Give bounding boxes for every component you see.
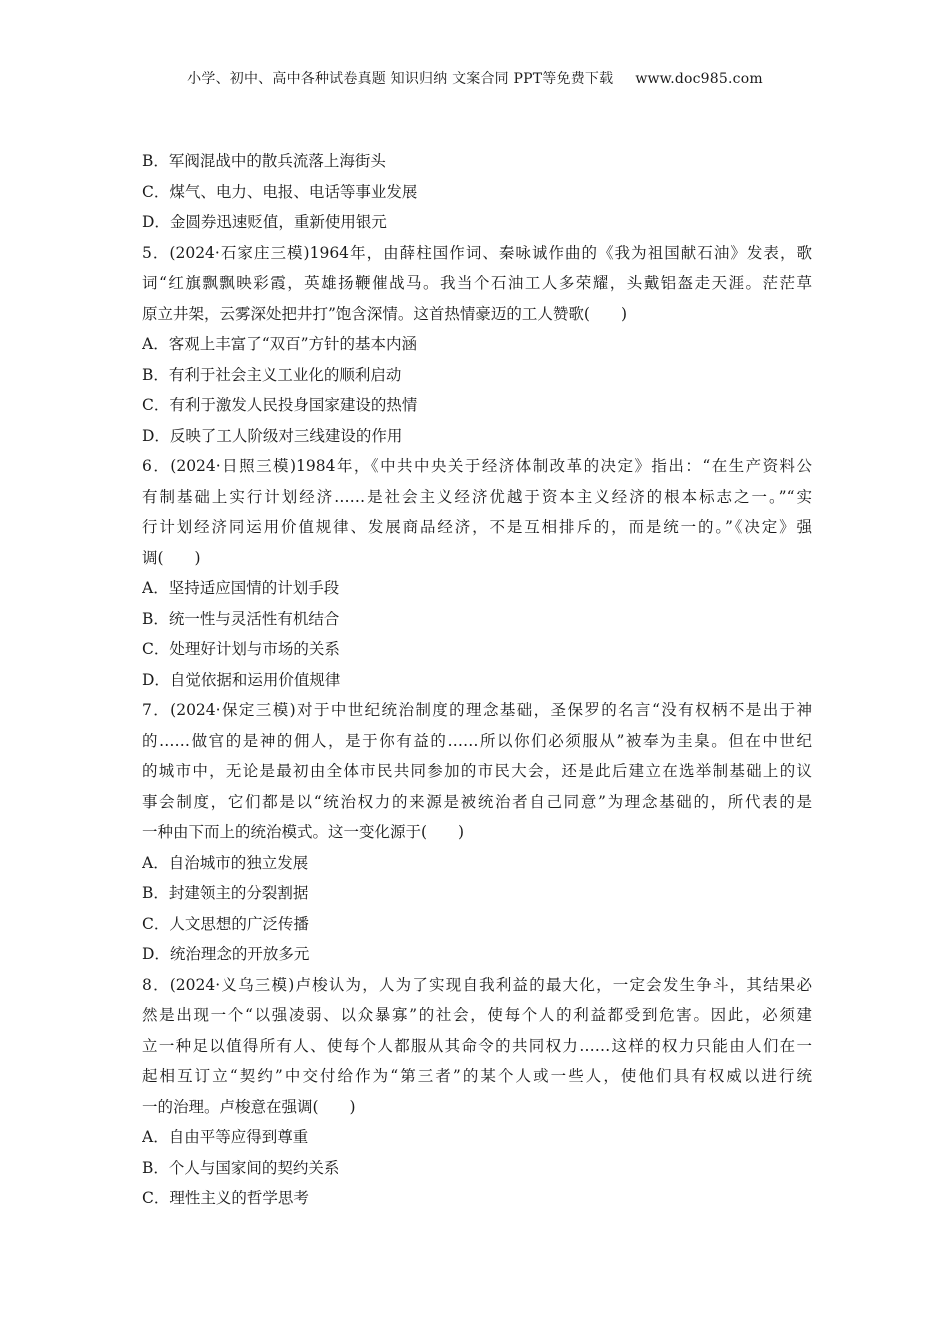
- answer-option: D．金圆券迅速贬值，重新使用银元: [142, 213, 387, 231]
- question-line: 然是出现一个“以强凌弱、以众暴寡”的社会，使每个人的利益都受到危害。因此，必须建: [142, 1006, 812, 1024]
- question-line: 一种由下而上的统治模式。这一变化源于( ): [142, 823, 465, 841]
- question-stem: [142, 695, 812, 848]
- header-text: 小学、初中、高中各种试卷真题 知识归纳 文案合同 PPT等免费下载: [187, 71, 614, 87]
- question-line: 8．(2024·义乌三模)卢梭认为，人为了实现自我利益的最大化，一定会发生争斗，其结果必: [142, 975, 812, 994]
- question-line: 起相互订立“契约”中交付给作为“第三者”的某个人或一些人，使他们具有权威以进行统: [142, 1067, 812, 1085]
- answer-option: B．封建领主的分裂割据: [142, 884, 309, 902]
- answer-option: B．个人与国家间的契约关系: [142, 1158, 340, 1177]
- answer-option: B．统一性与灵活性有机结合: [142, 609, 340, 628]
- answer-option: A．自治城市的独立发展: [142, 853, 309, 872]
- question-line: 行计划经济同运用价值规律、发展商品经济，不是互相排斥的，而是统一的。”《决定》强: [142, 518, 812, 536]
- answer-option: A．客观上丰富了“双百”方针的基本内涵: [142, 335, 418, 353]
- question-stem: [142, 238, 812, 330]
- answer-option: D．统治理念的开放多元: [142, 945, 310, 963]
- question-line: 5．(2024·石家庄三模)1964年，由薛柱国作词、秦咏诚作曲的《我为祖国献石油》发表，歌: [142, 243, 812, 262]
- question-stem: [142, 970, 812, 1123]
- question-line: 立一种足以值得所有人、使每个人都服从其命令的共同权力……这样的权力只能由人们在一: [142, 1036, 812, 1055]
- question-line: 6．(2024·日照三模)1984年，《中共中央关于经济体制改革的决定》指出：“在生产资料公: [142, 457, 812, 475]
- question-line: 有制基础上实行计划经济……是社会主义经济优越于资本主义经济的根本标志之一。”“实: [142, 487, 812, 506]
- question-stem: [142, 451, 812, 573]
- answer-option: C．人文思想的广泛传播: [142, 914, 309, 933]
- document-body: [142, 146, 812, 1214]
- answer-option: C．理性主义的哲学思考: [142, 1189, 309, 1207]
- answer-option: C．煤气、电力、电报、电话等事业发展: [142, 182, 418, 201]
- answer-option: C．处理好计划与市场的关系: [142, 640, 340, 658]
- answer-option: D．反映了工人阶级对三线建设的作用: [142, 426, 403, 445]
- question-line: 事会制度，它们都是以“统治权力的来源是被统治者自己同意”为理念基础的，所代表的是: [142, 792, 812, 811]
- answer-option: A．坚持适应国情的计划手段: [142, 579, 340, 597]
- question-line: 的……做官的是神的佣人，是于你有益的……所以你们必须服从”被奉为圭臬。但在中世纪: [142, 731, 812, 750]
- header-site-link[interactable]: www.doc985.com: [635, 71, 763, 87]
- answer-option: C．有利于激发人民投身国家建设的热情: [142, 396, 418, 414]
- answer-option: D．自觉依据和运用价值规律: [142, 670, 341, 689]
- question-line: 调( ): [142, 548, 201, 567]
- answer-option: B．有利于社会主义工业化的顺利启动: [142, 365, 402, 384]
- question-line: 7．(2024·保定三模)对于中世纪统治制度的理念基础，圣保罗的名言“没有权柄不是出于神: [142, 701, 812, 719]
- question-line: 原立井架，云雾深处把井打”饱含深情。这首热情豪迈的工人赞歌( ): [142, 304, 628, 323]
- answer-option: A．自由平等应得到尊重: [142, 1128, 309, 1146]
- question-line: 的城市中，无论是最初由全体市民共同参加的市民大会，还是此后建立在选举制基础上的议: [142, 762, 812, 780]
- question-line: 词“红旗飘飘映彩霞，英雄扬鞭催战马。我当个石油工人多荣耀，头戴铝盔走天涯。茫茫草: [142, 274, 812, 292]
- answer-option: B．军阀混战中的散兵流落上海街头: [142, 152, 386, 170]
- question-line: 一的治理。卢梭意在强调( ): [142, 1097, 356, 1116]
- page-header: [0, 68, 950, 88]
